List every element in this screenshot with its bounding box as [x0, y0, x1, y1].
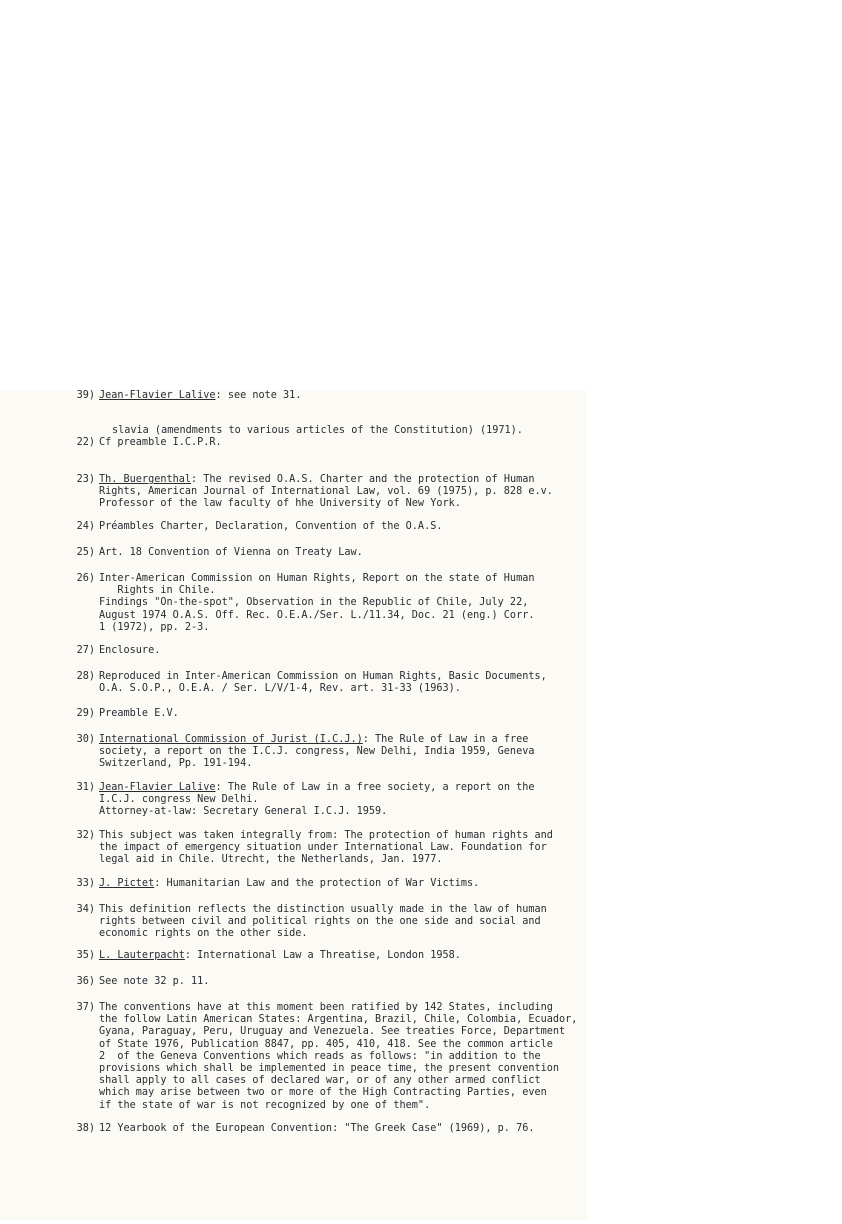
- endnote-text: [99, 830, 569, 867]
- note-text: Cf preamble I.C.P.R.: [99, 437, 222, 448]
- note-text: O.A. S.O.P., O.E.A. / Ser. L/V/1-4, Rev. art. 31-33 (1963).: [99, 683, 461, 695]
- endnote-number: 25): [76, 547, 95, 558]
- note-text: shall apply to all cases of declared war, or of any other armed conflict: [99, 1075, 541, 1087]
- cited-author: International Commission of Jurist (I.C.J.): [99, 734, 363, 745]
- endnote-text: [99, 878, 569, 890]
- endnote-line: [99, 878, 569, 890]
- endnote-number: 33): [76, 878, 95, 889]
- note-text: : International Law a Threatise, London 1958.: [184, 950, 461, 961]
- endnote-line: [99, 1026, 569, 1038]
- note-text: : The revised O.A.S. Charter and the protection of Human: [191, 474, 535, 485]
- endnote-line: [99, 1075, 569, 1087]
- endnote-number: 30): [76, 734, 95, 745]
- endnote-text: [99, 734, 569, 771]
- endnote-text: [99, 437, 569, 449]
- note-text: economic rights on the other side.: [99, 928, 308, 940]
- endnote-line: [99, 904, 569, 916]
- note-text: 2 of the Geneva Conventions which reads as follows: "in addition to the: [99, 1050, 541, 1062]
- endnote-line: [99, 794, 569, 806]
- endnote-text: [99, 645, 569, 657]
- note-text: 12 Yearbook of the European Convention: "The Greek Case" (1969), p. 76.: [99, 1123, 535, 1134]
- endnote-line: [99, 547, 569, 559]
- endnote-number: 28): [76, 671, 95, 682]
- endnote-number: 23): [76, 474, 95, 485]
- note-text: society, a report on the I.C.J. congress, New Delhi, India 1959, Geneva: [99, 746, 535, 758]
- endnote-line: [99, 683, 569, 695]
- endnote-line: [99, 708, 569, 720]
- endnote-text: [99, 976, 569, 988]
- endnote-text: [99, 1002, 578, 1112]
- note-text: provisions which shall be implemented in peace time, the present convention: [99, 1063, 560, 1075]
- endnote-line: [99, 1123, 569, 1135]
- endnote-text: [99, 708, 569, 720]
- note-text: Art. 18 Convention of Vienna on Treaty Law.: [99, 547, 363, 558]
- endnote-text: [99, 474, 569, 511]
- endnote-line: [99, 758, 569, 770]
- note-text: This definition reflects the distinction usually made in the law of human: [99, 904, 547, 915]
- endnote-number: 37): [76, 1002, 95, 1013]
- endnote-number: 39): [76, 390, 95, 401]
- endnote-line: [99, 573, 569, 585]
- endnote-line: [99, 1051, 569, 1063]
- endnote-text: [99, 671, 569, 695]
- note-text: Preamble E.V.: [99, 708, 179, 719]
- endnote-line: [99, 474, 569, 486]
- endnote-text: [99, 521, 569, 533]
- endnote-line: [99, 645, 569, 657]
- note-text: : see note 31.: [215, 390, 302, 401]
- endnote-text: [99, 782, 569, 819]
- endnote-number: 34): [76, 904, 95, 915]
- endnote-number: 36): [76, 976, 95, 987]
- continuation-line: slavia (amendments to various articles of the Constitution) (1971).: [112, 425, 523, 436]
- note-text: Enclosure.: [99, 645, 161, 656]
- endnote-text: [99, 573, 569, 634]
- endnote-line: [99, 1087, 569, 1099]
- note-text: rights between civil and political rights on the one side and social and: [99, 916, 541, 928]
- note-text: Rights in Chile.: [99, 585, 216, 597]
- note-text: Switzerland, Pp. 191-194.: [99, 758, 253, 770]
- endnote-line: [99, 498, 569, 510]
- note-text: Rights, American Journal of International Law, vol. 69 (1975), p. 828 e.v.: [99, 486, 553, 498]
- endnote-line: [99, 928, 569, 940]
- endnote-number: 22): [76, 437, 95, 448]
- cited-author: L. Lauterpacht: [99, 950, 185, 961]
- endnote-line: [99, 976, 569, 988]
- endnote-line: [99, 610, 569, 622]
- endnote-line: [99, 734, 569, 746]
- endnote-line: [99, 950, 569, 962]
- endnote-line: [99, 782, 569, 794]
- note-text: Professor of the law faculty of hhe University of New York.: [99, 498, 461, 510]
- endnote-line: [99, 842, 569, 854]
- endnote-line: [99, 746, 569, 758]
- note-text: See note 32 p. 11.: [99, 976, 210, 987]
- endnote-line: [99, 597, 569, 609]
- note-text: August 1974 O.A.S. Off. Rec. O.E.A./Ser. L./11.34, Doc. 21 (eng.) Corr.: [99, 609, 535, 621]
- endnote-line: [99, 1063, 569, 1075]
- endnote-line: [99, 830, 569, 842]
- endnote-text: [99, 390, 569, 402]
- note-text: I.C.J. congress New Delhi.: [99, 794, 259, 806]
- endnote-line: [99, 1014, 578, 1026]
- cited-author: Jean-Flavier Lalive: [99, 782, 216, 793]
- endnote-text: [99, 950, 569, 962]
- endnote-text: [99, 1123, 569, 1135]
- note-text: Attorney-at-law: Secretary General I.C.J. 1959.: [99, 806, 388, 818]
- endnote-number: 26): [76, 573, 95, 584]
- endnote-number: 38): [76, 1123, 95, 1134]
- endnote-line: [99, 622, 569, 634]
- note-text: : The Rule of Law in a free: [362, 734, 529, 745]
- note-text: Reproduced in Inter-American Commission on Human Rights, Basic Documents,: [99, 671, 547, 682]
- endnote-line: [99, 916, 569, 928]
- endnote-line: [99, 1002, 569, 1014]
- note-text: This subject was taken integrally from: The protection of human rights and: [99, 830, 553, 841]
- note-text: Gyana, Paraguay, Peru, Uruguay and Venezuela. See treaties Force, Department: [99, 1026, 566, 1038]
- endnote-line: [99, 806, 569, 818]
- note-text: 1 (1972), pp. 2-3.: [99, 621, 210, 633]
- endnote-line: [99, 1100, 569, 1112]
- endnote-number: 32): [76, 830, 95, 841]
- endnote-number: 27): [76, 645, 95, 656]
- endnote-number: 35): [76, 950, 95, 961]
- endnote-line: [99, 854, 569, 866]
- note-text: : The Rule of Law in a free society, a report on the: [215, 782, 535, 793]
- endnote-line: [99, 521, 569, 533]
- note-text: of State 1976, Publication 8847, pp. 405, 410, 418. See the common article: [99, 1038, 553, 1050]
- cited-author: Th. Buergenthal: [99, 474, 192, 485]
- note-text: if the state of war is not recognized by one of them".: [99, 1099, 431, 1111]
- cited-author: J. Pictet: [99, 878, 155, 889]
- note-text: Findings "On-the-spot", Observation in the Republic of Chile, July 22,: [99, 597, 529, 609]
- note-text: : Humanitarian Law and the protection of War Victims.: [154, 878, 480, 889]
- note-text: the impact of emergency situation under International Law. Foundation for: [99, 842, 547, 854]
- endnote-line: [99, 1039, 569, 1051]
- endnote-line: [99, 437, 569, 449]
- endnote-number: 31): [76, 782, 95, 793]
- note-text: the follow Latin American States: Argentina, Brazil, Chile, Colombia, Ecuador,: [99, 1014, 578, 1026]
- endnote-number: 24): [76, 521, 95, 532]
- endnote-line: [99, 671, 569, 683]
- note-text: which may arise between two or more of the High Contracting Parties, even: [99, 1087, 547, 1099]
- endnote-text: [99, 547, 569, 559]
- endnote-line: [99, 585, 569, 597]
- endnote-line: [99, 486, 569, 498]
- note-text: The conventions have at this moment been ratified by 142 States, including: [99, 1002, 553, 1013]
- endnotes-document: [0, 390, 587, 1220]
- endnote-text: [99, 904, 569, 941]
- cited-author: Jean-Flavier Lalive: [99, 390, 216, 401]
- endnote-line: [99, 390, 569, 402]
- note-text: Préambles Charter, Declaration, Convention of the O.A.S.: [99, 521, 443, 532]
- scanned-page: [0, 390, 587, 1220]
- endnote-number: 29): [76, 708, 95, 719]
- note-text: legal aid in Chile. Utrecht, the Netherlands, Jan. 1977.: [99, 854, 443, 866]
- note-text: Inter-American Commission on Human Rights, Report on the state of Human: [99, 573, 535, 584]
